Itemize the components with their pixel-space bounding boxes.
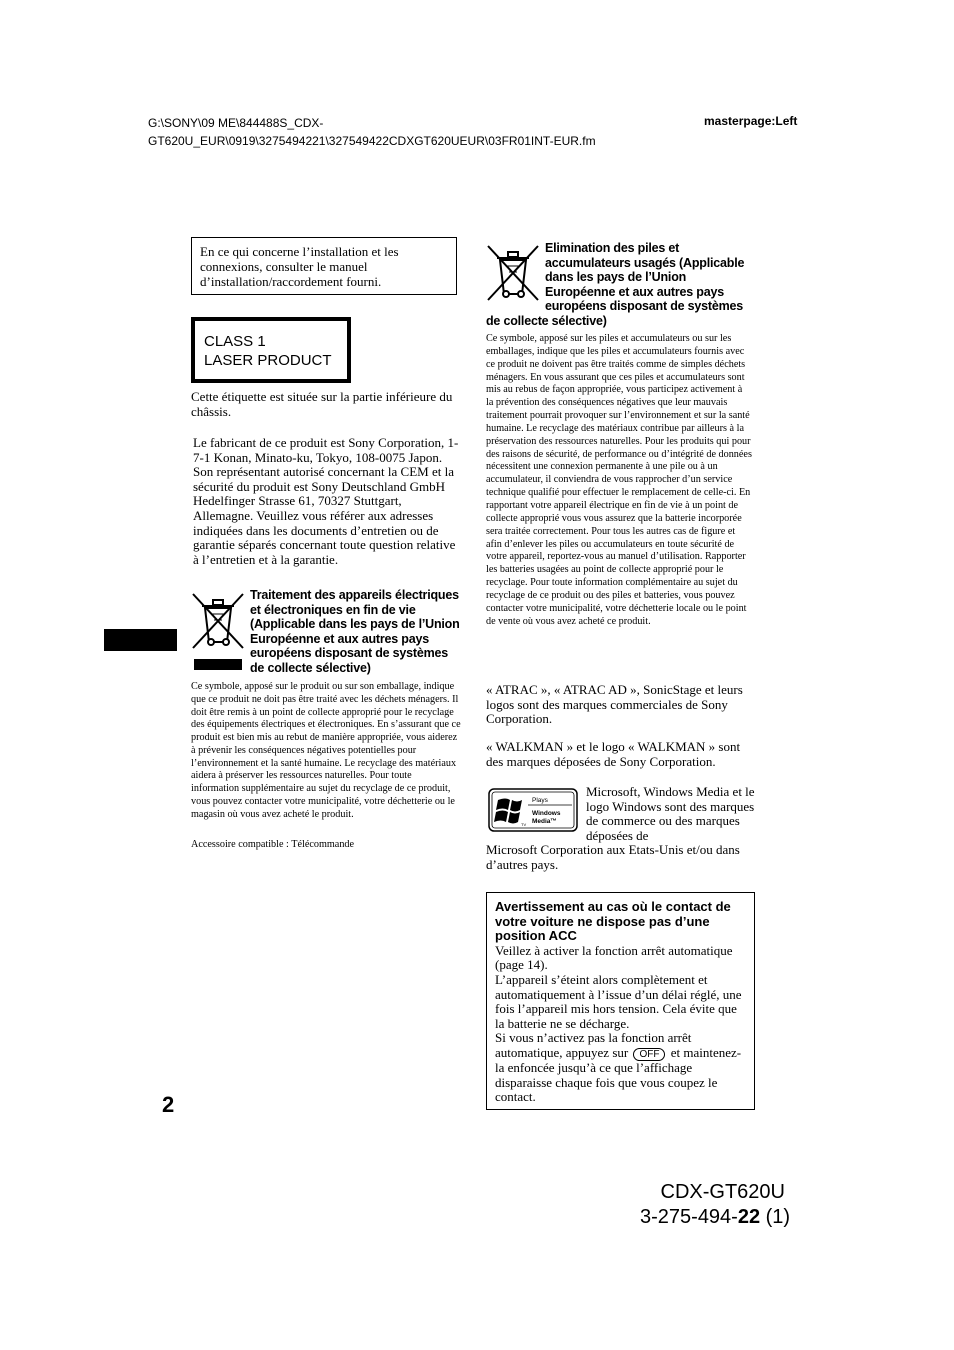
acc-warning-p3-start: Si vous n’activez pas la fonction arrêt automatique, appuyez sur — [495, 1030, 692, 1060]
manufacturer-paragraph: Le fabricant de ce produit est Sony Corporation, 1-7-1 Konan, Minato-ku, Tokyo, 108-0075 Japon. Son représentant autorisé concernant la CEM et la sécurité du produit est Sony Deutschland GmbH Hedelfinger Strasse 61, 70327 Stuttgart, Allemagne. Veuillez vous référer aux adresses indiquées dans les documents d’entretien ou de garantie séparés concernant toute question relative à l’entretien et à la garantie. — [193, 435, 459, 567]
crossed-bin-icon — [189, 590, 247, 652]
crossed-battery-bin-icon — [484, 242, 542, 304]
atrac-trademark-paragraph: « ATRAC », « ATRAC AD », SonicStage et leurs logos sont des marques commerciales de Sony Corporation. — [486, 682, 743, 727]
weee-paragraph: Ce symbole, apposé sur le produit ou sur son emballage, indique que ce produit ne doit pas être traité avec les déchets ménagers. Il doit être remis à un point de collecte approprié pour le recyclage des équipements électriques et électroniques. En s’assurant que ce produit est bien mis au rebut de manière appropriée, vous aiderez à prévenir les conséquences négatives potentielles pour l’environnement et la santé humaine. Le recyclage des matériaux aidera à préserver les ressources naturelles. Pour toute information supplémentaire au sujet du recyclage de ce produit, vous pouvez contacter votre municipalité, votre déchetterie ou le magasin où vous avez acheté le produit. — [191, 681, 461, 820]
model-name: CDX-GT620U — [660, 1181, 785, 1203]
walkman-trademark-paragraph: « WALKMAN » et le logo « WALKMAN » sont des marques déposées de Sony Corporation. — [486, 739, 741, 769]
section-tab-marker — [104, 629, 177, 651]
windows-media-trademark-paragraph: Microsoft, Windows Media et le logo Windows sont des marques de commerce ou des marques déposées de — [586, 784, 755, 843]
file-path-header: G:\SONY\09 ME\844488S_CDX-GT620U_EUR\0919\3275494221\327549422CDXGT620UEUR\03FR01INT-EUR.fm — [148, 116, 596, 148]
wm-windows-text: Windows — [532, 810, 561, 817]
wm-media-text: Media™ — [532, 818, 557, 825]
laser-product-text: LASER PRODUCT — [204, 352, 332, 369]
part-number-revision: 22 — [737, 1206, 761, 1228]
battery-disposal-heading: Elimination des piles et accumulateurs usagés (Applicable dans les pays de l’Union Européenne et aux autres pays européens disposant de systèmes — [545, 241, 745, 314]
laser-class-text: CLASS 1 — [204, 333, 266, 350]
masterpage-label: masterpage:Left — [704, 114, 798, 128]
laser-label-note: Cette étiquette est située sur la partie inférieure du châssis. — [191, 389, 453, 419]
acc-warning-p1: Veillez à activer la fonction arrêt automatique (page 14). — [495, 942, 733, 973]
off-key-symbol: OFF — [633, 1048, 665, 1061]
wm-tv-text: TV — [521, 822, 527, 827]
acc-warning-p2: L’appareil s’éteint alors complètement et automatiquement à l’issue d’un délai réglé, une fois l’appareil mis hors tension. Cela évite que la batterie ne se décharge. — [495, 971, 742, 1031]
battery-disposal-heading-end: de collecte sélective) — [486, 314, 607, 328]
weee-bar-symbol — [194, 659, 242, 670]
laser-product-label — [191, 317, 351, 383]
page-number: 2 — [162, 1092, 175, 1117]
part-number-suffix: (1) — [760, 1206, 791, 1228]
weee-heading: Traitement des appareils électriques et électroniques en fin de vie (Applicable dans les pays de l’Union Européenne et aux autres pays européens disposant de systèmes de collecte sélective) — [250, 588, 460, 675]
acc-warning-title: Avertissement au cas où le contact de votre voiture ne dispose pas d’une position ACC — [495, 899, 731, 944]
part-number — [640, 1205, 791, 1230]
part-number-prefix: 3-275-494- — [640, 1206, 738, 1228]
battery-disposal-paragraph: Ce symbole, apposé sur les piles et accumulateurs ou sur les emballages, indique que les piles et accumulateurs fournis avec ce produit ne doivent pas être traités comme de simples déchets ménagers. En vous assurant que ces piles et accumulateurs sont mis au rebus de façon appropriée, vous participez activement à la prévention des conséquences négatives que leur mauvais traitement pourrait provoquer sur l’environnement et sur la santé humaine. Le recyclage des matériaux contribue par ailleurs à la préservation des ressources naturelles. Pour les produits qui pour des raisons de sécurité, de performance ou d’intégrité de données nécessitent une connexion permanente à une pile ou à un accumulateur, il conviendra de vous rapprocher d’un service technique qualifié pour effectuer le remplacement de celle-ci. En rapportant votre appareil électrique en fin de vie à un point de collecte approprié vous vous assurez que la batterie incorporée sera traitée correctement. Pour tous les autres cas de figure et afin d’enlever les piles ou accumulateurs en toute sécurité de votre appareil, reportez-vous au manuel d’utilisation. Rapporter les batteries usagées au point de collecte approprié pour le recyclage. Pour toute information complémentaire au sujet du recyclage de ce produit ou des piles et batteries, vous pouvez contacter votre municipalité, votre déchetterie locale ou le point de vente où vous avez acheté ce produit. — [486, 333, 752, 627]
installation-note-box: En ce qui concerne l’installation et les connexions, consulter le manuel d’installation/raccordement fourni. — [191, 237, 457, 295]
plays-windows-media-logo — [488, 788, 578, 832]
acc-warning-p3 — [495, 1031, 746, 1104]
model-code-block — [640, 1180, 791, 1230]
windows-media-trademark-paragraph-end: Microsoft Corporation aux Etats-Unis et/ou dans d’autres pays. — [486, 842, 740, 872]
acc-warning-box — [486, 892, 755, 1110]
wm-plays-text: Plays — [532, 797, 548, 804]
compatible-accessory-note: Accessoire compatible : Télécommande — [191, 839, 355, 850]
acc-warning-p3-end: et maintenez-la enfoncée jusqu’à ce que l’affichage disparaisse chaque fois que vous coupez le contact. — [495, 1044, 742, 1105]
